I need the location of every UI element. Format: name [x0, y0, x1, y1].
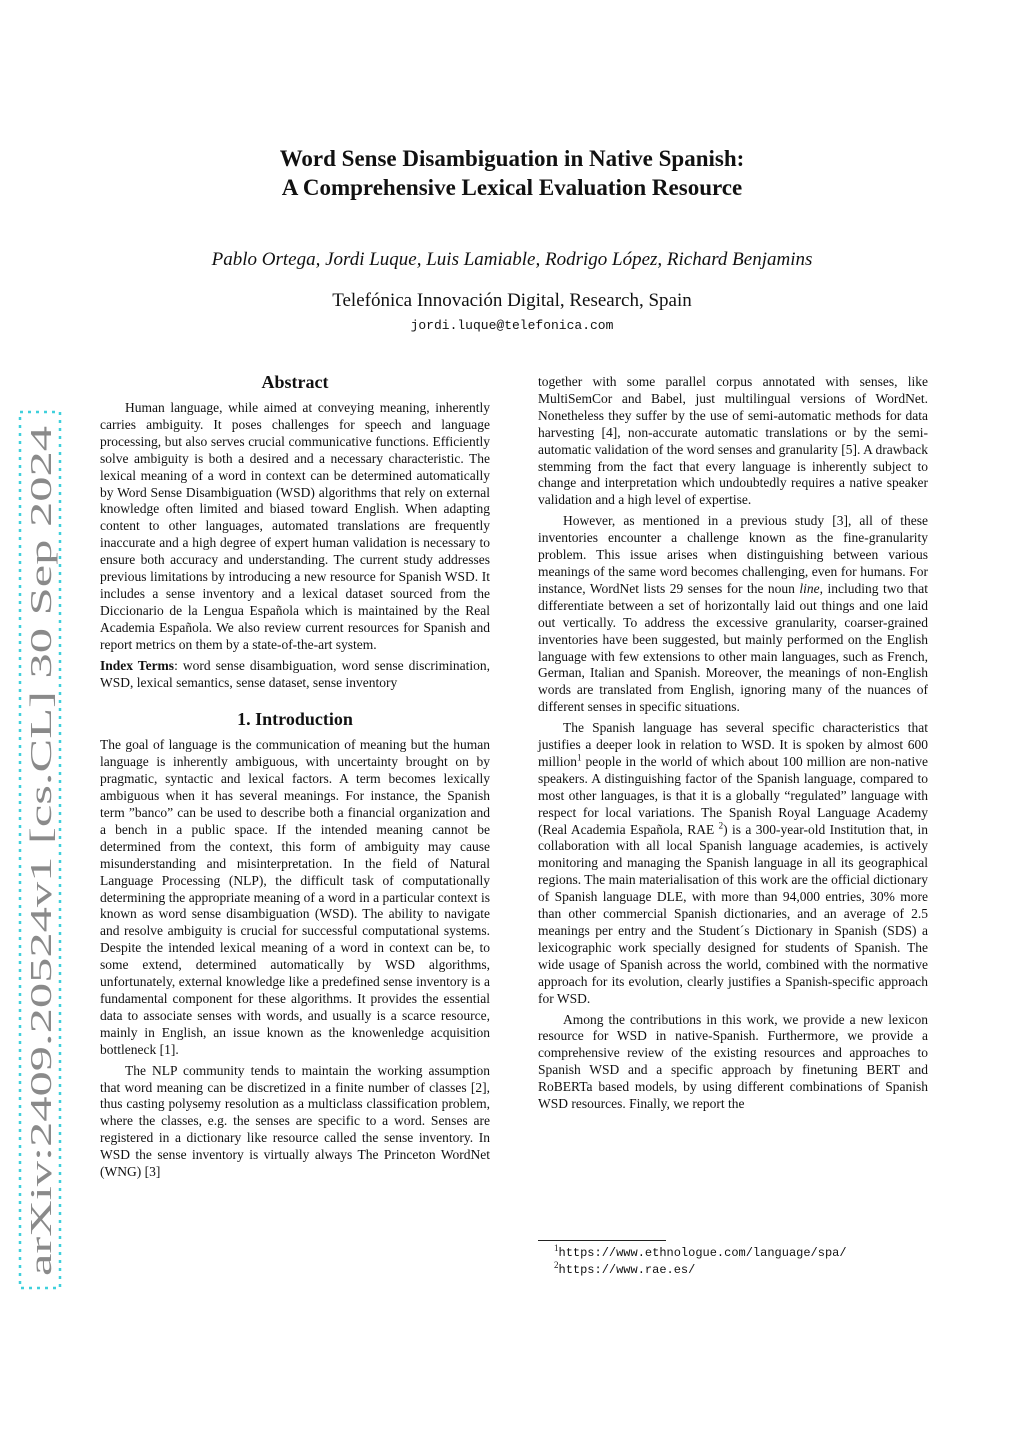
title-line-1: Word Sense Disambiguation in Native Spanish:: [279, 146, 745, 171]
p5-text-a: The Spanish language has several specific characteristics that justifies a deeper look in relation to WSD. It is spoken by almost 600 million: [538, 720, 928, 769]
footnote-ref-1[interactable]: 1: [577, 752, 582, 763]
intro-paragraph-1: The goal of language is the communication of meaning but the human language is inherently ambiguous, with uncertainty brought on by pragmatic, syntactic and lexical factors. A term becomes lexically ambiguous when it has several meanings. For instance, the Spanish term ”banco” can be used to describe both a financial organization and a bench in a public space. If the intended meaning cannot be determined from the context, this form of ambiguity may cause misunderstanding and misinterpretation. In the field of Natural Language Processing (NLP), the difficult task of computationally determining the appropriate meaning of a word in a particular context is known as word sense disambiguation (WSD). The ability to navigate and resolve ambiguity is crucial for successful computational systems. Despite the intended lexical meaning of a word in context can be, to some extend, determined automatically by WSD algorithms, unfortunately, external knowledge like a predefined sense inventory is a fundamental component for these algorithms. It provides the essential data to associate senses with words, and usually is a scarce resource, mainly in English, an issue known as the knowenledge acquisition bottleneck [1].: [100, 737, 490, 1057]
intro-paragraph-6: Among the contributions in this work, we provide a new lexicon resource for WSD in native-Spanish. Furthermore, we provide a comprehensive review of the existing resources and approaches to Spanish WSD and a specific approach by finetuning BERT and RoBERTa based models, by using different combinations of Spanish WSD resources. Finally, we report the: [538, 1011, 928, 1112]
footnote-mark-1: 1: [554, 1243, 559, 1253]
intro-paragraph-2: The NLP community tends to maintain the working assumption that word meaning can be discretized in a finite number of classes [2], thus casting polysemy resolution as a multiclass classification problem, where the classes, e.g. the senses are specific to a word. Senses are registered in a dictionary like resource called the sense inventory. In WSD the sense inventory is virtually always The Princeton WordNet (WNG) [3]: [100, 1062, 490, 1180]
p5-text-c: ) is a 300-year-old Institution that, in collaboration with all local Spanish language academies, is actively monitoring and managing the Spanish language in all its geographical regions. The main materialisation of this work are the official dictionary of Spanish language DLE, with more than 94,000 entries, 30% more than other commercial Spanish dictionaries, and an average of 2.5 meanings per entry and the Student´s Dictionary in Spanish (SDS) a lexicographic work specially designed for students of Spanish. The wide usage of Spanish across the world, combined with the normative approach for its evolution, clearly justifies a Spanish-specific approach for WSD.: [538, 821, 928, 1006]
stamp-text: arXiv:2409.20524v1 [cs.CL] 30 Sep 2024: [23, 754, 58, 1276]
footnote-1: [554, 1245, 847, 1262]
p4-emphasis: line: [799, 580, 820, 596]
intro-paragraph-3: together with some parallel corpus annotated with senses, like MultiSemCor and Babel, just multilingual versions of WordNet. Nonetheless they suffer by the use of semi-automatic methods for data harvesting [4], non-accurate automatic translations or by the semi-automatic validation of the word senses and granularity [5]. A drawback stemming from the fact that every language is inherently subject to change and interpretation which undoubtedly requires a native speaker validation and a high level of expertise.: [538, 374, 928, 508]
right-column: [538, 374, 928, 1113]
paper-title: [0, 144, 1024, 202]
email[interactable]: jordi.luque@telefonica.com: [410, 318, 614, 333]
p5-text-b: people in the world of which about 100 million are non-native speakers. A distinguishing factor of the Spanish language, compared to most other languages, is that it is a globally “regulated” language with respect for local variations. The Spanish Royal Language Academy (Real Academia Española, RAE: [538, 753, 928, 837]
authors: Pablo Ortega, Jordi Luque, Luis Lamiable, Rodrigo López, Richard Benjamins: [211, 249, 813, 270]
footnote-ref-2[interactable]: 2: [718, 820, 724, 831]
intro-paragraph-4: [538, 513, 928, 716]
p4-text-b: , including two that differentiate between a set of horizontally laid out things and one laid out vertically. To address the excessive granularity, coarser-grained inventories have been suggested, but mainly performed on the English language with few extensions to other main languages, such as French, German, Italian and Spanish. Moreover, the meanings of non-English words are translated from English, ignoring many of the nuances of different senses in specific situations.: [538, 580, 929, 715]
index-terms-label: Index Terms: [100, 657, 175, 673]
footnote-rule: [538, 1240, 666, 1241]
affiliation: Telefónica Innovación Digital, Research, Spain: [332, 290, 692, 311]
footnote-mark-2: 2: [554, 1260, 559, 1270]
left-column: [100, 370, 490, 1181]
footnotes: [554, 1245, 847, 1279]
p4-text-a: However, as mentioned in a previous study [3], all of these inventories encounter a challenge known as the fine-granularity problem. This issue arises when distinguishing between various meanings of the same word becomes challenging, even for humans. For instance, WordNet lists 29 senses for the noun: [538, 513, 928, 596]
title-line-2: A Comprehensive Lexical Evaluation Resource: [281, 175, 743, 200]
footnote-link-2[interactable]: https://www.rae.es/: [558, 1263, 696, 1277]
abstract-text: Human language, while aimed at conveying meaning, inherently carries ambiguity. It poses challenges for speech and language processing, but also serves crucial communicative functions. Efficiently solve ambiguity is both a desired and a necessary characteristic. The lexical meaning of a word in context can be determined automatically by Word Sense Disambiguation (WSD) algorithms that rely on external knowledge often limited and biased toward English. When adapting content to other languages, automated translations are frequently inaccurate and a high degree of expert human validation is necessary to ensure both accuracy and understanding. The current study addresses previous limitations by introducing a new resource for Spanish WSD. It includes a sense inventory and a lexical dataset sourced from the Diccionario de la Lengua Española which is maintained by the Real Academia Española. We also review current resources for Spanish and report metrics on them by a state-of-the-art system.: [100, 400, 490, 652]
footnote-2: [554, 1262, 847, 1279]
index-terms: [100, 658, 490, 692]
arxiv-stamp: [18, 410, 62, 1290]
introduction-heading: 1. Introduction: [237, 709, 353, 730]
abstract-heading: Abstract: [261, 372, 329, 392]
intro-paragraph-5: [538, 720, 928, 1007]
footnote-link-1[interactable]: https://www.ethnologue.com/language/spa/: [558, 1246, 847, 1260]
index-terms-text: : word sense disambiguation, word sense discrimination, WSD, lexical semantics, sense dataset, sense inventory: [100, 657, 490, 690]
